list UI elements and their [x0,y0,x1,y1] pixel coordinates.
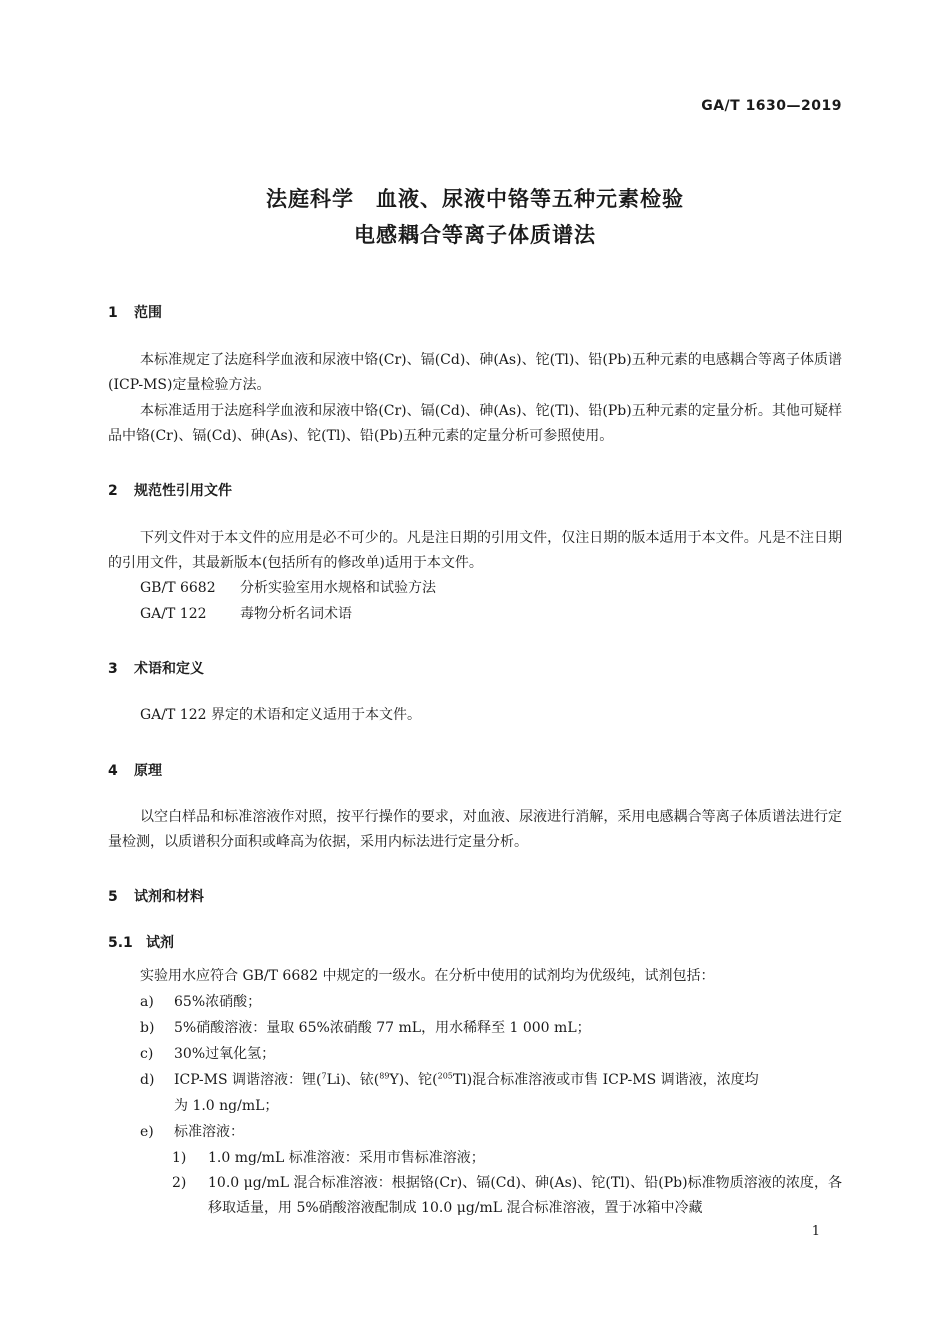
list-text: 65%浓硝酸； [174,994,262,1010]
section-2-heading [108,480,232,500]
list-label: d) [140,1072,155,1088]
reference-item [140,602,352,627]
section-4-heading [108,760,162,780]
section-2-paragraph-1: 下列文件对于本文件的应用是必不可少的。凡是注日期的引用文件，仅注日期的版本适用于本文件。凡是不注日期的引用文件，其最新版本(包括所有的修改单)适用于本文件。 [108,530,842,571]
section-title: 试剂和材料 [134,889,204,905]
section-4-paragraph-1: 以空白样品和标准溶液作对照，按平行操作的要求，对血液、尿液进行消解，采用电感耦合等离子体质谱法进行定量检测，以质谱积分面积或峰高为依据，采用内标法进行定量分析。 [108,809,842,850]
section-title: 试剂 [146,935,174,951]
list-label: a) [140,994,154,1010]
section-title: 术语和定义 [134,661,204,677]
reference-title: 毒物分析名词术语 [240,606,352,622]
list-text: 5%硝酸溶液：量取 65%浓硝酸 77 mL，用水稀释至 1 000 mL； [174,1020,591,1036]
list-label: 2) [172,1175,187,1191]
section-5-1-heading [108,932,174,952]
section-title: 范围 [134,305,162,321]
section-1-paragraph-2: 本标准适用于法庭科学血液和尿液中铬(Cr)、镉(Cd)、砷(As)、铊(Tl)、铅(Pb)五种元素的定量分析。其他可疑样品中铬(Cr)、镉(Cd)、砷(As)、铊(Tl)、铅(Pb)五种元素的定量分析可参照使用。 [108,403,842,444]
section-5-heading [108,886,204,906]
reference-code: GA/T 122 [140,606,207,622]
reference-title: 分析实验室用水规格和试验方法 [240,580,436,596]
section-5-1-intro: 实验用水应符合 GB/T 6682 中规定的一级水。在分析中使用的试剂均为优级纯，试剂包括： [140,968,715,984]
standard-code: GA/T 1630—2019 [701,98,842,114]
section-3-heading [108,658,204,678]
list-label: c) [140,1046,154,1062]
list-text: 30%过氧化氢； [174,1046,276,1062]
list-text: 为 1.0 ng/mL； [174,1098,279,1114]
section-number: 5 [108,889,118,905]
list-label: 1) [172,1150,187,1166]
section-number: 1 [108,305,118,321]
section-title: 原理 [134,763,162,779]
section-number: 3 [108,661,118,677]
page-number: 1 [811,1224,820,1239]
reference-code: GB/T 6682 [140,580,216,596]
section-3-paragraph-1: GA/T 122 界定的术语和定义适用于本文件。 [140,707,421,723]
title-line-1: 法庭科学 血液、尿液中铬等五种元素检验 [266,187,684,211]
section-title: 规范性引用文件 [134,483,232,499]
section-number: 2 [108,483,118,499]
section-1-paragraph-1: 本标准规定了法庭科学血液和尿液中铬(Cr)、镉(Cd)、砷(As)、铊(Tl)、铅(Pb)五种元素的电感耦合等离子体质谱(ICP-MS)定量检验方法。 [108,352,842,393]
list-label: b) [140,1020,155,1036]
title-line-2: 电感耦合等离子体质谱法 [354,223,596,247]
section-number: 5.1 [108,935,133,951]
reference-item [140,576,436,601]
list-text: ICP-MS 调谐溶液：锂($^7$Li)、铱($^{89}$Y)、铊($^{205}$Tl)混合标准溶液或市售 ICP-MS 调谐液，浓度均 [174,1071,759,1088]
section-1-heading [108,302,162,322]
list-text: 10.0 μg/mL 混合标准溶液：根据铬(Cr)、镉(Cd)、砷(As)、铊(Tl)、铅(Pb)标准物质溶液的浓度，各移取适量，用 5%硝酸溶液配制成 10.0 μg/mL 混合标准溶液，置于冰箱中冷藏 [208,1175,842,1216]
list-text: 标准溶液： [174,1124,244,1140]
list-label: e) [140,1124,154,1140]
section-number: 4 [108,763,118,779]
list-text: 1.0 mg/mL 标准溶液：采用市售标准溶液； [208,1150,485,1166]
